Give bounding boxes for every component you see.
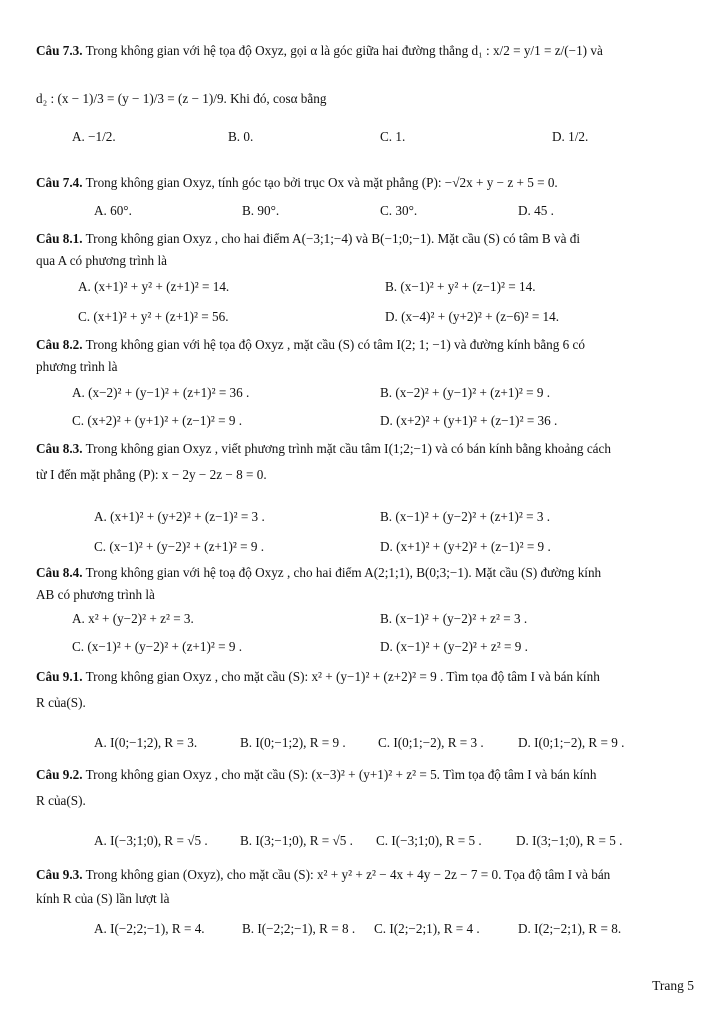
question-9-1-line2: R của(S). [36, 695, 86, 710]
question-8-2 [36, 336, 585, 354]
option-b: B. (x−1)² + (y−2)² + z² = 3 . [380, 611, 528, 626]
option-b: B. (x−1)² + y² + (z−1)² = 14. [385, 279, 536, 294]
option-b: B. 90°. [242, 203, 280, 218]
question-9-2 [36, 766, 597, 784]
question-text: Trong không gian với hệ tọa độ Oxyz , mặt cầu (S) có tâm I(2; 1; −1) và đường kính bằng 6 có [85, 337, 586, 352]
question-9-2-line2: R của(S). [36, 793, 86, 808]
question-text: Trong không gian với hệ toạ độ Oxyz , cho hai điểm A(2;1;1), B(0;3;−1). Mặt cầu (S) đường kính [85, 565, 602, 580]
question-8-4 [36, 564, 601, 582]
question-text: Trong không gian Oxyz , cho mặt cầu (S): x² + (y−1)² + (z+2)² = 9 . Tìm tọa độ tâm I và bán kính [85, 669, 600, 684]
question-9-3-line2: kính R của (S) lần lượt là [36, 891, 170, 906]
option-c: C. I(0;1;−2), R = 3 . [378, 735, 484, 750]
option-c: C. (x+2)² + (y+1)² + (z−1)² = 9 . [72, 413, 243, 428]
question-label: Câu 7.4. [36, 175, 83, 190]
option-d: D. (x+1)² + (y+2)² + (z−1)² = 9 . [380, 539, 551, 554]
option-b: B. (x−2)² + (y−1)² + (z+1)² = 9 . [380, 385, 551, 400]
question-text: Trong không gian Oxyz, tính góc tạo bởi trục Ox và mặt phẳng (P): −√2x + y − z + 5 = 0. [85, 175, 558, 190]
option-d: D. (x−4)² + (y+2)² + (z−6)² = 14. [385, 309, 560, 324]
option-b: B. (x−1)² + (y−2)² + (z+1)² = 3 . [380, 509, 551, 524]
option-a: A. (x−2)² + (y−1)² + (z+1)² = 36 . [72, 385, 250, 400]
option-c: C. I(−3;1;0), R = 5 . [376, 833, 482, 848]
question-text: Trong không gian Oxyz , viết phương trình mặt cầu tâm I(1;2;−1) và có bán kính bằng khoảng cách [85, 441, 611, 456]
option-b: B. I(−2;2;−1), R = 8 . [242, 921, 356, 936]
option-a: A. I(−2;2;−1), R = 4. [94, 921, 205, 936]
option-a: A. x² + (y−2)² + z² = 3. [72, 611, 194, 626]
option-c: C. (x−1)² + (y−2)² + (z+1)² = 9 . [72, 639, 243, 654]
option-b: B. I(0;−1;2), R = 9 . [240, 735, 346, 750]
option-d: D. I(0;1;−2), R = 9 . [518, 735, 625, 750]
option-d: D. 45 . [518, 203, 554, 218]
question-7-3-line2: d₂ : (x − 1)/3 = (y − 1)/3 = (z − 1)/9. Khi đó, cosα bằng [36, 91, 327, 106]
option-d: D. (x+2)² + (y+1)² + (z−1)² = 36 . [380, 413, 558, 428]
option-a: A. 60°. [94, 203, 132, 218]
question-label: Câu 8.4. [36, 565, 83, 580]
question-label: Câu 7.3. [36, 43, 83, 58]
question-8-4-line2: AB có phương trình là [36, 587, 155, 602]
question-text: Trong không gian với hệ tọa độ Oxyz, gọi α là góc giữa hai đường thẳng d₁ : x/2 = y/1 = z/(−1) và [85, 43, 603, 58]
question-7-3 [36, 42, 603, 60]
option-a: A. I(0;−1;2), R = 3. [94, 735, 198, 750]
question-text: Trong không gian (Oxyz), cho mặt cầu (S): x² + y² + z² − 4x + 4y − 2z − 7 = 0. Tọa độ tâm I và bán [85, 867, 611, 882]
option-c: C. (x+1)² + y² + (z+1)² = 56. [78, 309, 229, 324]
option-a: A. (x+1)² + (y+2)² + (z−1)² = 3 . [94, 509, 265, 524]
question-8-1 [36, 230, 580, 248]
option-a: A. −1/2. [72, 129, 116, 144]
option-c: C. (x−1)² + (y−2)² + (z+1)² = 9 . [94, 539, 265, 554]
option-b: B. 0. [228, 129, 254, 144]
option-a: A. I(−3;1;0), R = √5 . [94, 833, 208, 848]
question-9-1 [36, 668, 600, 686]
question-text: Trong không gian Oxyz , cho mặt cầu (S): (x−3)² + (y+1)² + z² = 5. Tìm tọa độ tâm I và bán kính [85, 767, 597, 782]
option-b: B. I(3;−1;0), R = √5 . [240, 833, 353, 848]
option-c: C. 1. [380, 129, 406, 144]
option-d: D. I(2;−2;1), R = 8. [518, 921, 622, 936]
question-label: Câu 8.1. [36, 231, 83, 246]
question-label: Câu 8.3. [36, 441, 83, 456]
page-number: Trang 5 [652, 978, 694, 993]
question-label: Câu 9.3. [36, 867, 83, 882]
option-c: C. I(2;−2;1), R = 4 . [374, 921, 480, 936]
question-label: Câu 8.2. [36, 337, 83, 352]
question-text: Trong không gian Oxyz , cho hai điểm A(−3;1;−4) và B(−1;0;−1). Mặt cầu (S) có tâm B và đi [85, 231, 581, 246]
option-d: D. 1/2. [552, 129, 589, 144]
question-8-3-line2: từ I đến mặt phẳng (P): x − 2y − 2z − 8 = 0. [36, 467, 267, 482]
question-label: Câu 9.2. [36, 767, 83, 782]
option-a: A. (x+1)² + y² + (z+1)² = 14. [78, 279, 230, 294]
option-c: C. 30°. [380, 203, 418, 218]
option-d: D. (x−1)² + (y−2)² + z² = 9 . [380, 639, 528, 654]
question-8-2-line2: phương trình là [36, 359, 118, 374]
question-8-3 [36, 440, 611, 458]
question-9-3 [36, 866, 610, 884]
question-label: Câu 9.1. [36, 669, 83, 684]
option-d: D. I(3;−1;0), R = 5 . [516, 833, 623, 848]
question-8-1-line2: qua A có phương trình là [36, 253, 167, 268]
question-7-4 [36, 174, 558, 192]
